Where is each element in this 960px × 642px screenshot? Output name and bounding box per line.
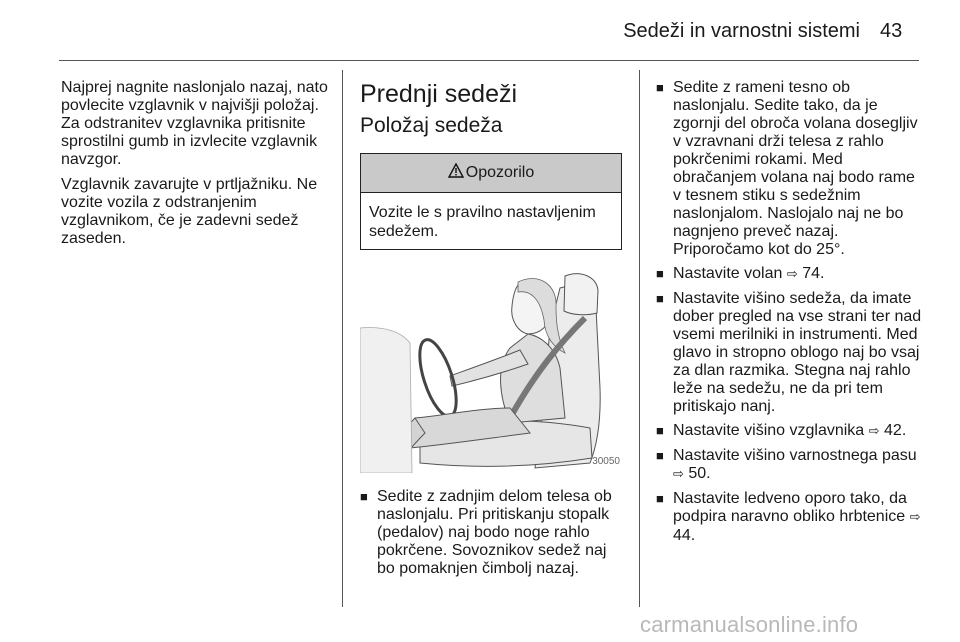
- list-item-text: Nastavite višino varnostnega pasu: [673, 447, 917, 464]
- bullet-list: [656, 79, 924, 545]
- bullet-square-icon: ■: [656, 291, 664, 306]
- cross-reference-arrow-icon: ⇨: [868, 424, 880, 439]
- warning-title: Opozorilo: [465, 164, 535, 181]
- paragraph: Vzglavnik zavarujte v prtljažniku. Ne vozite vozila z odstranjenim vzglavnikom, če je zadevni sedež zaseden.: [61, 176, 318, 247]
- list-item: [656, 490, 924, 545]
- bullet-square-icon: ■: [656, 80, 664, 95]
- list-item: [656, 79, 924, 259]
- column-3: [656, 79, 924, 551]
- list-item-text: Sedite z rameni tesno ob naslonjalu. Sedite tako, da je zgornji del obroča volana dosegljiv v vzravnani drži telesa z rahlo pokrčenimi rokami. Med obračanjem volana naj bodo rame v tesnem stiku s sedežnim naslonjalom. Naslojalo naj ne bo nagnjeno preveč nazaj. Priporočamo kot do 25°.: [673, 79, 918, 258]
- cross-reference-arrow-icon: ⇨: [909, 510, 921, 525]
- page-reference-link[interactable]: 44.: [673, 527, 696, 544]
- header-divider: [59, 60, 919, 61]
- column-divider-2: [639, 70, 640, 607]
- cross-reference-arrow-icon: ⇨: [786, 267, 798, 282]
- list-item: [656, 265, 924, 284]
- warning-triangle-icon: [448, 163, 464, 183]
- list-item-text: Sedite z zadnjim delom telesa ob naslonjalu. Pri pritiskanju stopalk (pedalov) naj bodo noge rahlo pokrčene. Sovoznikov sedež naj bo pomaknjen čimbolj nazaj.: [377, 488, 612, 577]
- driver-seat-position-illustration: [360, 268, 622, 473]
- list-item-text: Nastavite ledveno oporo tako, da podpira naravno obliko hrbtenice: [673, 490, 907, 525]
- bullet-square-icon: ■: [656, 266, 664, 281]
- warning-text: Vozite le s pravilno nastavljenim sedežem.: [369, 204, 596, 240]
- watermark: carmanualsonline.info: [640, 612, 859, 637]
- bullet-square-icon: ■: [656, 423, 664, 438]
- warning-box: [360, 153, 622, 250]
- bullet-square-icon: ■: [656, 448, 664, 463]
- page-number: 43: [880, 20, 903, 42]
- list-item: [656, 422, 924, 441]
- bullet-square-icon: ■: [360, 489, 368, 504]
- bullet-list: [360, 488, 622, 578]
- column-2: [360, 79, 622, 584]
- illustration-code: 30050: [592, 456, 620, 467]
- column-divider-1: [342, 70, 343, 607]
- warning-header: [361, 154, 621, 193]
- page-reference-link[interactable]: 74.: [802, 265, 825, 282]
- section-title: Sedeži in varnostni sistemi: [623, 20, 860, 42]
- list-item-text: Nastavite višino vzglavnika: [673, 422, 865, 439]
- paragraph: Najprej nagnite naslonjalo nazaj, nato povlecite vzglavnik v najvišji položaj. Za odstranitev vzglavnika pritisnite sprostilni gumb in izvlecite vzglavnik navzgor.: [61, 79, 328, 168]
- page-reference-link[interactable]: 42.: [884, 422, 907, 439]
- list-item: [360, 488, 622, 578]
- page-reference-link[interactable]: 50.: [688, 465, 711, 482]
- column-1: [61, 79, 331, 255]
- list-item: [656, 290, 924, 416]
- section-heading: Prednji sedeži: [360, 80, 518, 108]
- bullet-square-icon: ■: [656, 491, 664, 506]
- list-item-text: Nastavite višino sedeža, da imate dober pregled na vse strani ter nad vsemi merilniki in instrumenti. Med glavo in stropno oblogo naj bo vsaj za dlan razmika. Stegna naj rahlo leže na sedežu, ne da pri tem pritiskajo nanj.: [673, 290, 922, 415]
- list-item: [656, 447, 924, 484]
- cross-reference-arrow-icon: ⇨: [673, 467, 684, 482]
- list-item-text: Nastavite volan: [673, 265, 783, 282]
- subsection-heading: Položaj sedeža: [360, 114, 503, 137]
